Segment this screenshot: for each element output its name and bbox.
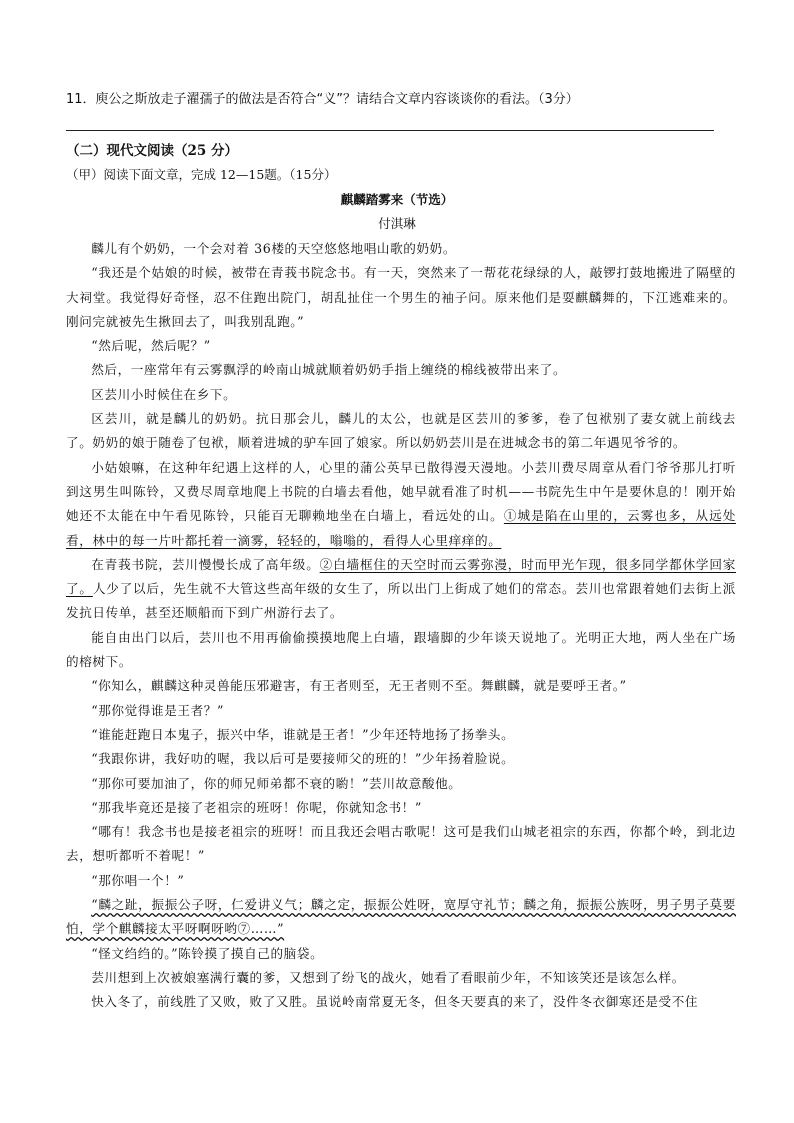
paragraph-text: 在青莪书院，芸川慢慢长成了高年级。 <box>91 556 320 572</box>
underlined-sentence-2: ②白墙框住的天空时而云雾弥漫，时而甲光乍现，很多同学都休学回家了。 <box>66 556 736 597</box>
song-lyrics: “麟之趾，振振公子呀，仁爱讲义气；麟之定，振振公姓呀，宽厚守礼节；麟之角，振振公族呀，男子男子莫要怕，学个麒麟接太平呀啊呀哟⑦……” <box>66 897 736 937</box>
paragraph: 区芸川，就是麟儿的奶奶。抗日那会儿，麟儿的太公，也就是区芸川的爹爹，卷了包袱别了妻女就上前线去了。奶奶的娘于随卷了包袱，顺着进城的驴车回了娘家。所以奶奶芸川是在进城念书的第二年遇见爷爷的。 <box>66 411 736 451</box>
paragraph: 麟儿有个奶奶，一个会对着 36楼的天空悠悠地唱山歌的奶奶。 <box>91 241 457 256</box>
paragraph: “那你可要加油了，你的师兄师弟都不衰的喲！”芸川故意酸他。 <box>91 775 462 791</box>
underlined-sentence-1: ①城是陷在山里的，云雾也多，从远处看，林中的每一片叶都托着一滴雾，轻轻的，嗡嗡的，看得人心里痒痒的。 <box>66 508 737 548</box>
paragraph: “怪文绉绉的。”陈铃摸了摸自己的脑袋。 <box>91 945 324 961</box>
paragraph: “我还是个姑娘的时候，被带在青莪书院念书。有一天，突然来了一帮花花绿绿的人，敲锣打鼓地搬进了隔壁的大祠堂。我觉得好奇怪，忍不住跑出院门，胡乱扯住一个男生的袖子问。原来他们是耍麒麟舞的，下江逃难来的。刚问完就被先生揪回去了，叫我别乱跑。” <box>66 265 736 329</box>
paragraph <box>66 893 736 942</box>
paragraph: 区芸川小时候住在乡下。 <box>91 386 237 402</box>
paragraph: “哪有！我念书也是接老祖宗的班呀！而且我还会唱古歌呢！这可是我们山城老祖宗的东西，你都个岭，到北边去，想听都听不着呢！” <box>66 824 736 864</box>
reading-instruction: （甲）阅读下面文章，完成 12—15题。（15分） <box>66 167 337 182</box>
answer-line <box>66 130 714 131</box>
paragraph: “我跟你讲，我好叻的喔，我以后可是要接师父的班的！”少年扬着脸说。 <box>91 751 515 767</box>
paragraph: “然后呢，然后呢？” <box>91 338 211 354</box>
paragraph <box>66 553 736 626</box>
question-11: 11．庾公之斯放走子濯孺子的做法是否符合“义”？请结合文章内容谈谈你的看法。（3分） <box>66 92 579 107</box>
paragraph: “你知么，麒麟这种灵兽能压邪避害，有王者则至，无王者则不至。舞麒麟，就是要呼王者。” <box>91 678 627 694</box>
paragraph: 然后，一座常年有云雾飘浮的岭南山城就顺着奶奶手指上缠绕的棉线被带出来了。 <box>91 362 567 378</box>
paragraph: “那你唱一个！” <box>91 872 185 888</box>
section-title: （二）现代文阅读（25 分） <box>66 143 238 159</box>
paragraph: “那我毕竟还是接了老祖宗的班呀！你呢，你就知念书！” <box>91 799 422 815</box>
article-body <box>66 237 736 1015</box>
paragraph: 能自由出门以后，芸川也不用再偷偷摸摸地爬上白墙，跟墙脚的少年谈天说地了。光明正大地，两人坐在广场的榕树下。 <box>66 629 736 670</box>
article-title: 麒麟踏雾来（节选） <box>340 192 454 207</box>
paragraph: 快入冬了，前线胜了又败，败了又胜。虽说岭南常夏无冬，但冬天要真的来了，没件冬衣御寒还是受不住 <box>91 994 699 1010</box>
paragraph-text: 人少了以后，先生就不大管这些高年级的女生了，所以出门上街成了她们的常态。芸川也常跟着她们去街上派发抗日传单，甚至还顺船而下到广州游行去了。 <box>66 581 736 621</box>
article-author: 付淇琳 <box>378 216 416 231</box>
paragraph: “谁能赶跑日本鬼子，振兴中华，谁就是王者！”少年还特地扬了扬拳头。 <box>91 726 515 742</box>
paragraph: “那你觉得谁是王者？” <box>91 702 225 718</box>
paragraph: 芸川想到上次被娘塞满行囊的爹，又想到了纷飞的战火，她看了看眼前少年，不知该笑还是该怎么样。 <box>91 969 685 985</box>
paragraph-text: 小姑娘嘛，在这种年纪遇上这样的人，心里的蒲公英早已散得漫天漫地。小芸川费尽周章从看门爷爷那儿打听到这男生叫陈铃，又费尽周章地爬上书院的白墙去看他，她早就看准了时机——书院先生中午是要休息的！刚开始她还不太能在中午看见陈铃，只能百无聊赖地坐在白墙上，看远处的山。 <box>66 459 736 524</box>
paragraph <box>66 456 736 553</box>
